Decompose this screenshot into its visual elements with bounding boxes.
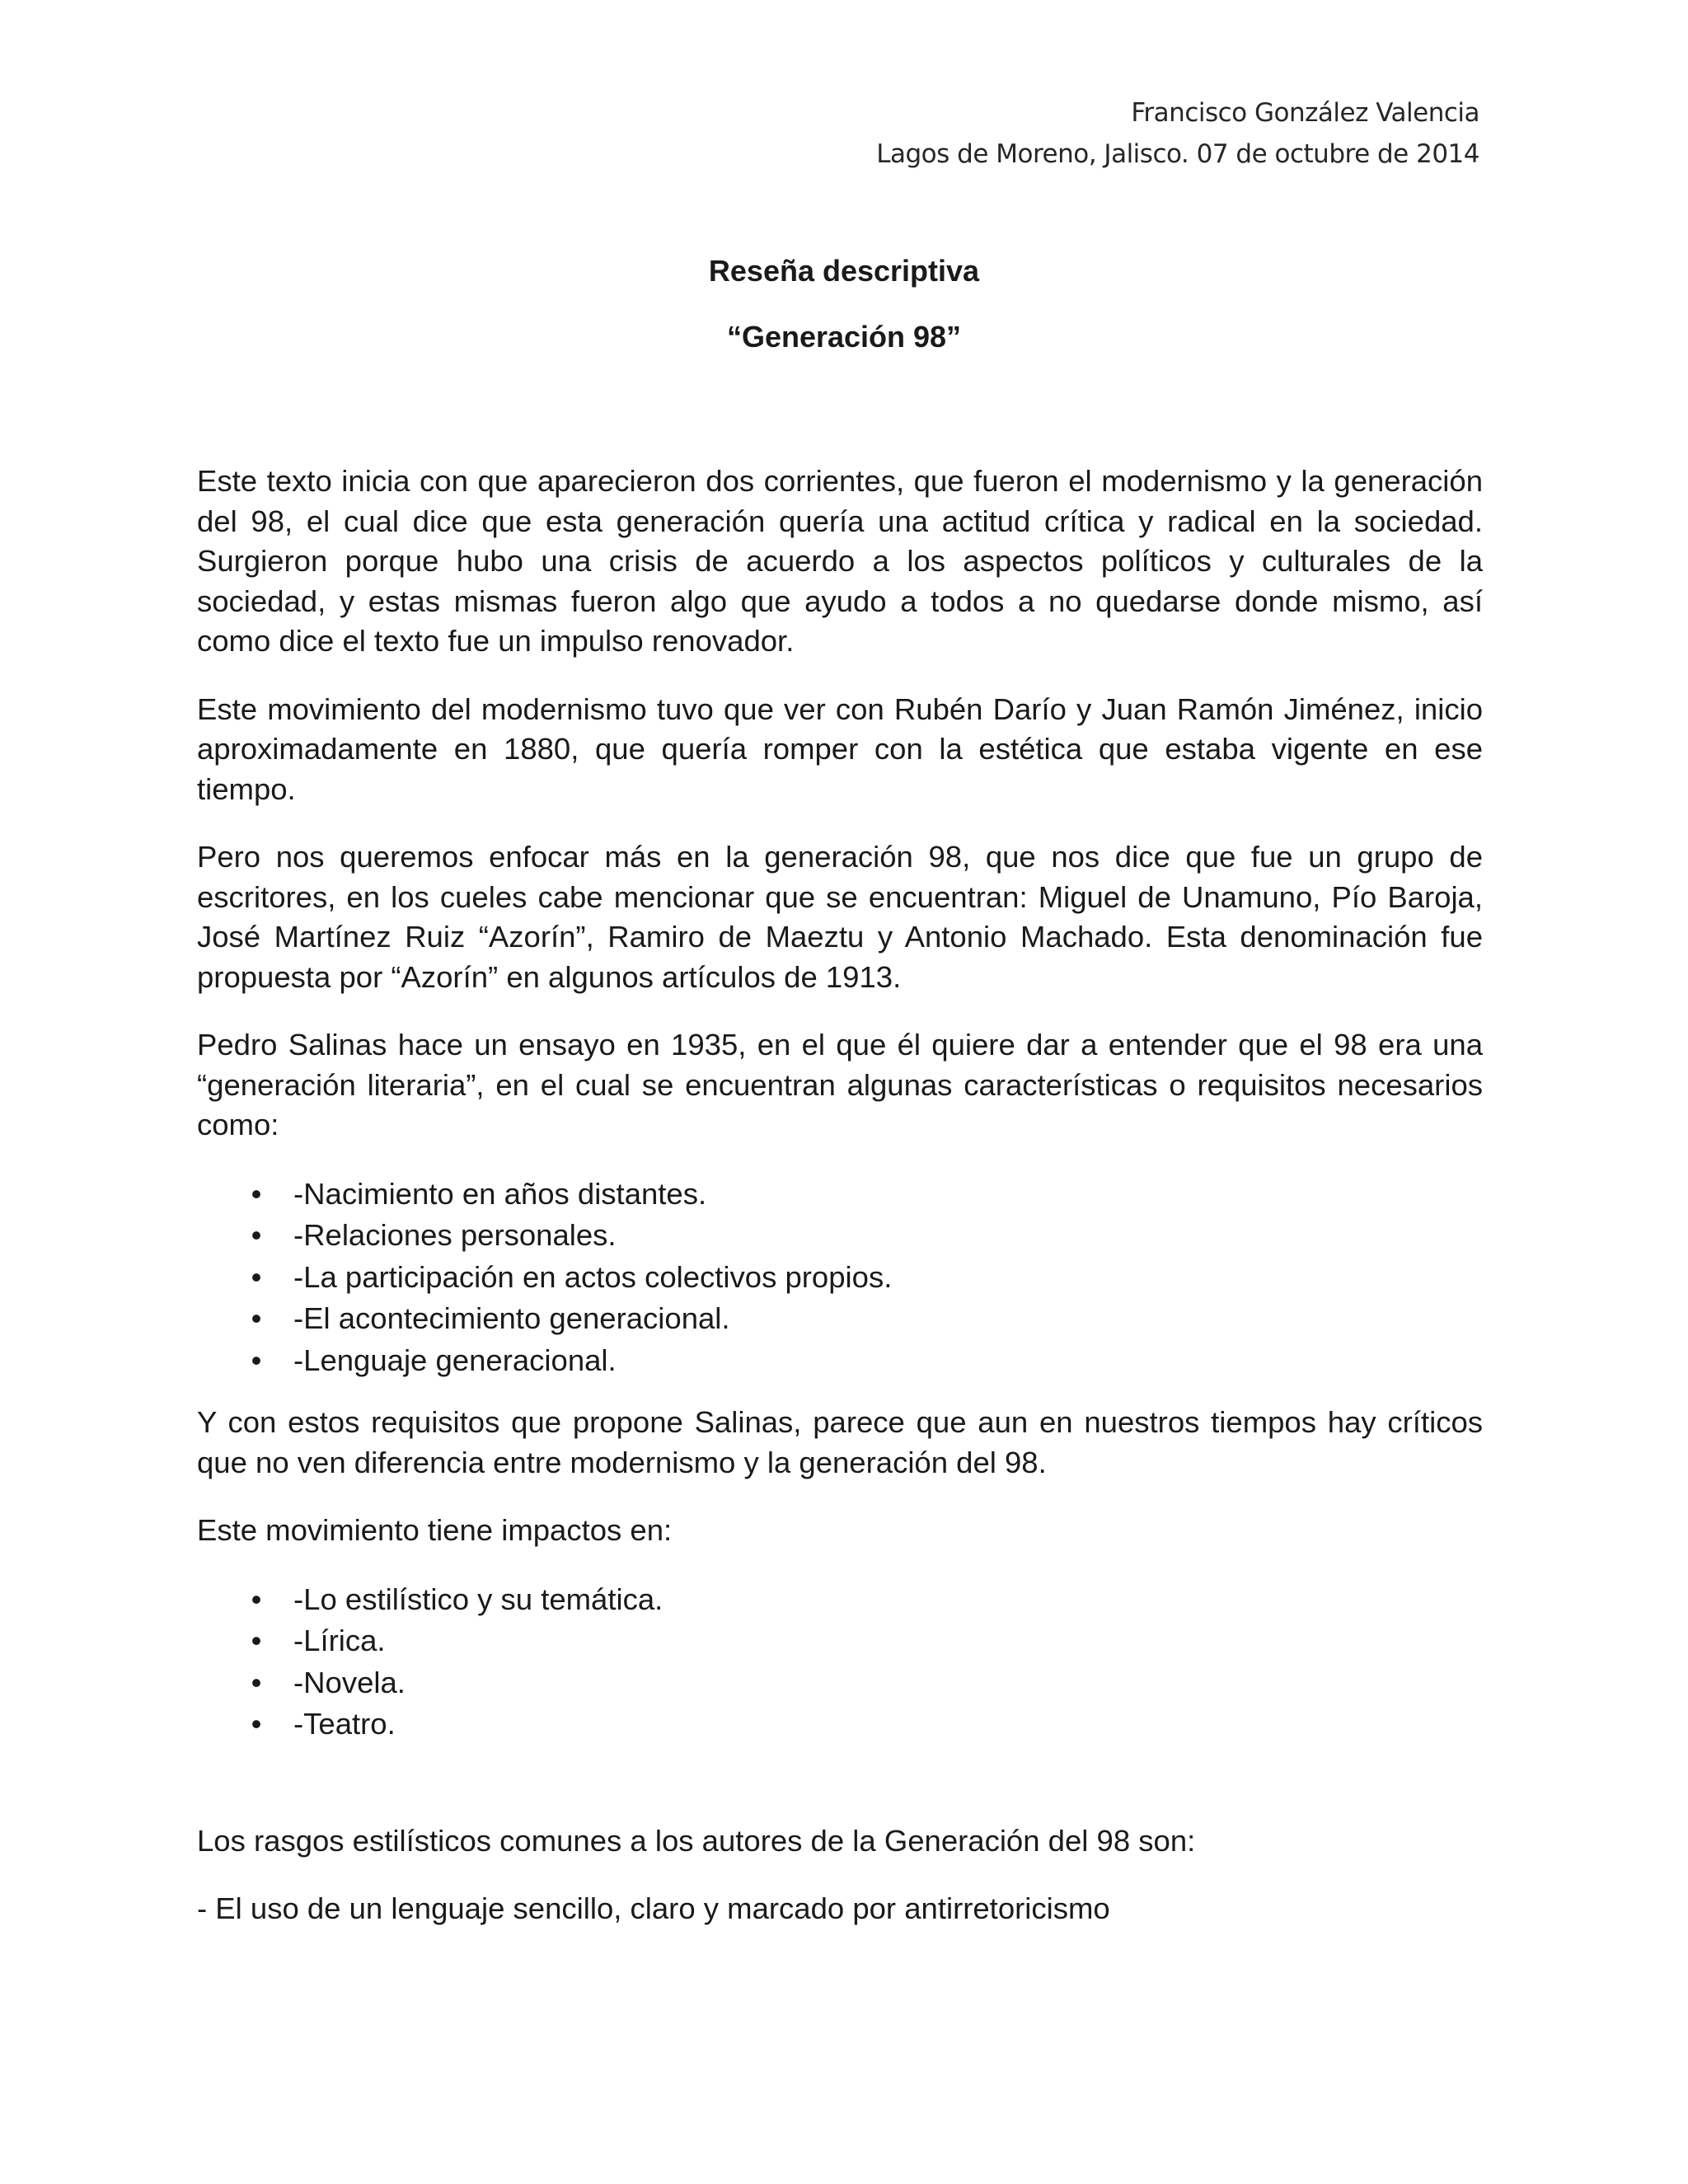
paragraph: Este movimiento del modernismo tuvo que ver con Rubén Darío y Juan Ramón Jiménez, inicio aproximadamente en 1880, que quería romper con la estética que estaba vigente en ese tiempo. [197,691,1483,806]
blank-space [197,1767,1483,1821]
list-item-text: -Lírica. [293,1624,386,1657]
paragraph: - El uso de un lenguaje sencillo, claro y marcado por antirretoricismo [197,1891,1110,1925]
list-item-text: -Lenguaje generacional. [293,1343,617,1377]
place-date: Lagos de Moreno, Jalisco. 07 de octubre de 2014 [876,139,1479,169]
impactos-list [197,1579,1483,1746]
list-item [197,1340,1483,1382]
list-item-text: -Novela. [293,1665,406,1699]
list-item [197,1704,1483,1746]
document-body [197,462,1483,1957]
bullet-icon: • [251,1582,262,1616]
page-subtitle: “Generación 98” [726,320,962,354]
requisitos-list [197,1174,1483,1382]
paragraph: Los rasgos estilísticos comunes a los autores de la Generación del 98 son: [197,1823,1196,1858]
bullet-icon: • [251,1707,262,1741]
list-item [197,1215,1483,1257]
bullet-icon: • [251,1176,262,1211]
list-item [197,1662,1483,1704]
list-item-text: -Lo estilístico y su temática. [293,1582,663,1616]
list-item [197,1579,1483,1621]
paragraph: Este texto inicia con que aparecieron dos corrientes, que fueron el modernismo y la generación del 98, el cual dice que esta generación quería una actitud crítica y radical en la sociedad. Surgieron porque hubo una crisis de acuerdo a los aspectos políticos y culturales de la sociedad, y estas mismas fueron algo que ayudo a todos a no quedarse donde mismo, así como dice el texto fue un impulso renovador. [197,464,1483,658]
page-title: Reseña descriptiva [708,254,980,288]
list-item [197,1174,1483,1216]
list-item [197,1298,1483,1340]
bullet-icon: • [251,1301,262,1335]
bullet-icon: • [251,1259,262,1294]
bullet-icon: • [251,1343,262,1377]
list-item-text: -El acontecimiento generacional. [293,1301,730,1335]
bullet-icon: • [251,1624,262,1657]
list-item [197,1620,1483,1662]
list-item-text: -Teatro. [293,1707,396,1741]
author-name: Francisco González Valencia [1131,98,1479,128]
bullet-icon: • [251,1665,262,1699]
bullet-icon: • [251,1218,262,1252]
paragraph: Pero nos queremos enfocar más en la generación 98, que nos dice que fue un grupo de escritores, en los cueles cabe mencionar que se encuentran: Miguel de Unamuno, Pío Baroja, José Martínez Ruiz “Azorín”, Ramiro de Maeztu y Antonio Machado. Esta denominación fue propuesta por “Azorín” en algunos artículos de 1913. [197,840,1483,994]
list-item-text: -Nacimiento en años distantes. [293,1176,707,1211]
list-item-text: -Relaciones personales. [293,1218,617,1252]
paragraph: Y con estos requisitos que propone Salinas, parece que aun en nuestros tiempos hay críticos que no ven diferencia entre modernismo y la generación del 98. [197,1405,1483,1479]
list-item [197,1257,1483,1299]
paragraph: Pedro Salinas hace un ensayo en 1935, en el que él quiere dar a entender que el 98 era una “generación literaria”, en el cual se encuentran algunas características o requisitos necesarios como: [197,1028,1483,1141]
list-item-text: -La participación en actos colectivos propios. [293,1259,893,1294]
header-block [876,92,1479,175]
paragraph: Este movimiento tiene impactos en: [197,1513,673,1547]
